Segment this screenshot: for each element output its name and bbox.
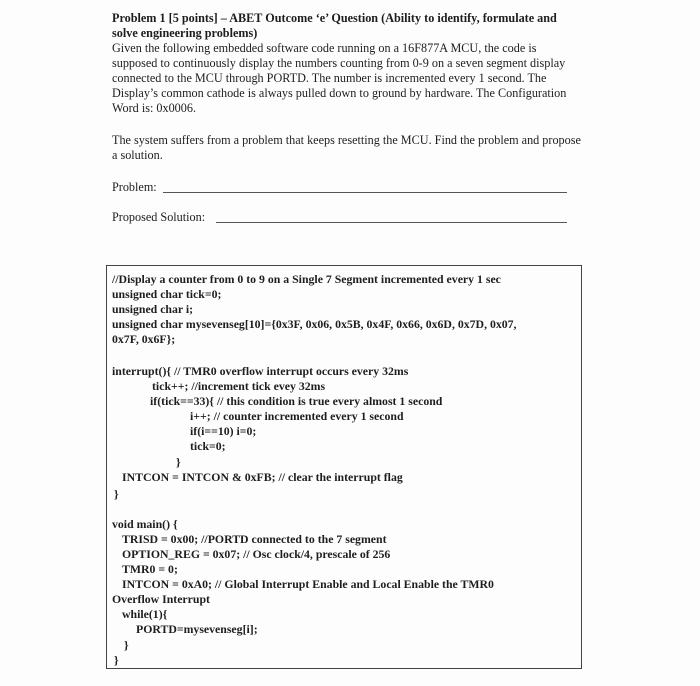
code-line: } [114, 487, 119, 501]
code-line: tick=0; [190, 439, 226, 453]
code-line: void main() { [112, 517, 178, 531]
code-line: i++; // counter incremented every 1 second [190, 409, 404, 423]
solution-answer-line[interactable] [216, 222, 567, 223]
code-line: unsigned char tick=0; [112, 287, 222, 301]
code-line: TMR0 = 0; [122, 562, 178, 576]
code-line: INTCON = INTCON & 0xFB; // clear the interrupt flag [122, 470, 403, 484]
code-line: } [176, 455, 181, 469]
code-line: 0x7F, 0x6F}; [112, 332, 176, 346]
solution-field [112, 210, 205, 225]
code-line: PORTD=mysevenseg[i]; [136, 622, 258, 636]
code-line: if(i==10) i=0; [190, 424, 257, 438]
code-line: INTCON = 0xA0; // Global Interrupt Enable and Local Enable the TMR0 [122, 577, 494, 591]
code-line: interrupt(){ // TMR0 overflow interrupt occurs every 32ms [112, 364, 409, 378]
code-line: while(1){ [122, 607, 168, 621]
problem-description: Given the following embedded software code running on a 16F877A MCU, the code is supposed to continuously display the numbers counting from 0-9 on a seven segment display connected to the MCU through PORTD. The number is incremented every 1 second. The Display’s common cathode is always pulled down to ground by hardware. The Configuration Word is: 0x0006. [112, 41, 567, 115]
code-line: unsigned char i; [112, 302, 194, 316]
code-line: TRISD = 0x00; //PORTD connected to the 7 segment [122, 532, 387, 546]
code-line: OPTION_REG = 0x07; // Osc clock/4, prescale of 256 [122, 547, 391, 561]
solution-label: Proposed Solution: [112, 210, 206, 224]
code-line: } [114, 653, 119, 667]
problem-question: The system suffers from a problem that keeps resetting the MCU. Find the problem and propose a solution. [112, 133, 581, 162]
code-line: } [124, 638, 129, 652]
code-line: tick++; //increment tick evey 32ms [152, 379, 326, 393]
code-line: unsigned char mysevenseg[10]={0x3F, 0x06, 0x5B, 0x4F, 0x66, 0x6D, 0x7D, 0x07, [112, 317, 517, 331]
problem-heading: Problem 1 [5 points] – ABET Outcome ‘e’ Question (Ability to identify, formulate and solve engineering problems) [112, 11, 557, 40]
code-line: Overflow Interrupt [112, 592, 210, 606]
problem-label: Problem: [112, 180, 157, 194]
code-line: if(tick==33){ // this condition is true every almost 1 second [150, 394, 443, 408]
problem-field [112, 180, 157, 195]
code-line: //Display a counter from 0 to 9 on a Single 7 Segment incremented every 1 sec [112, 272, 501, 286]
problem-answer-line[interactable] [163, 192, 567, 193]
